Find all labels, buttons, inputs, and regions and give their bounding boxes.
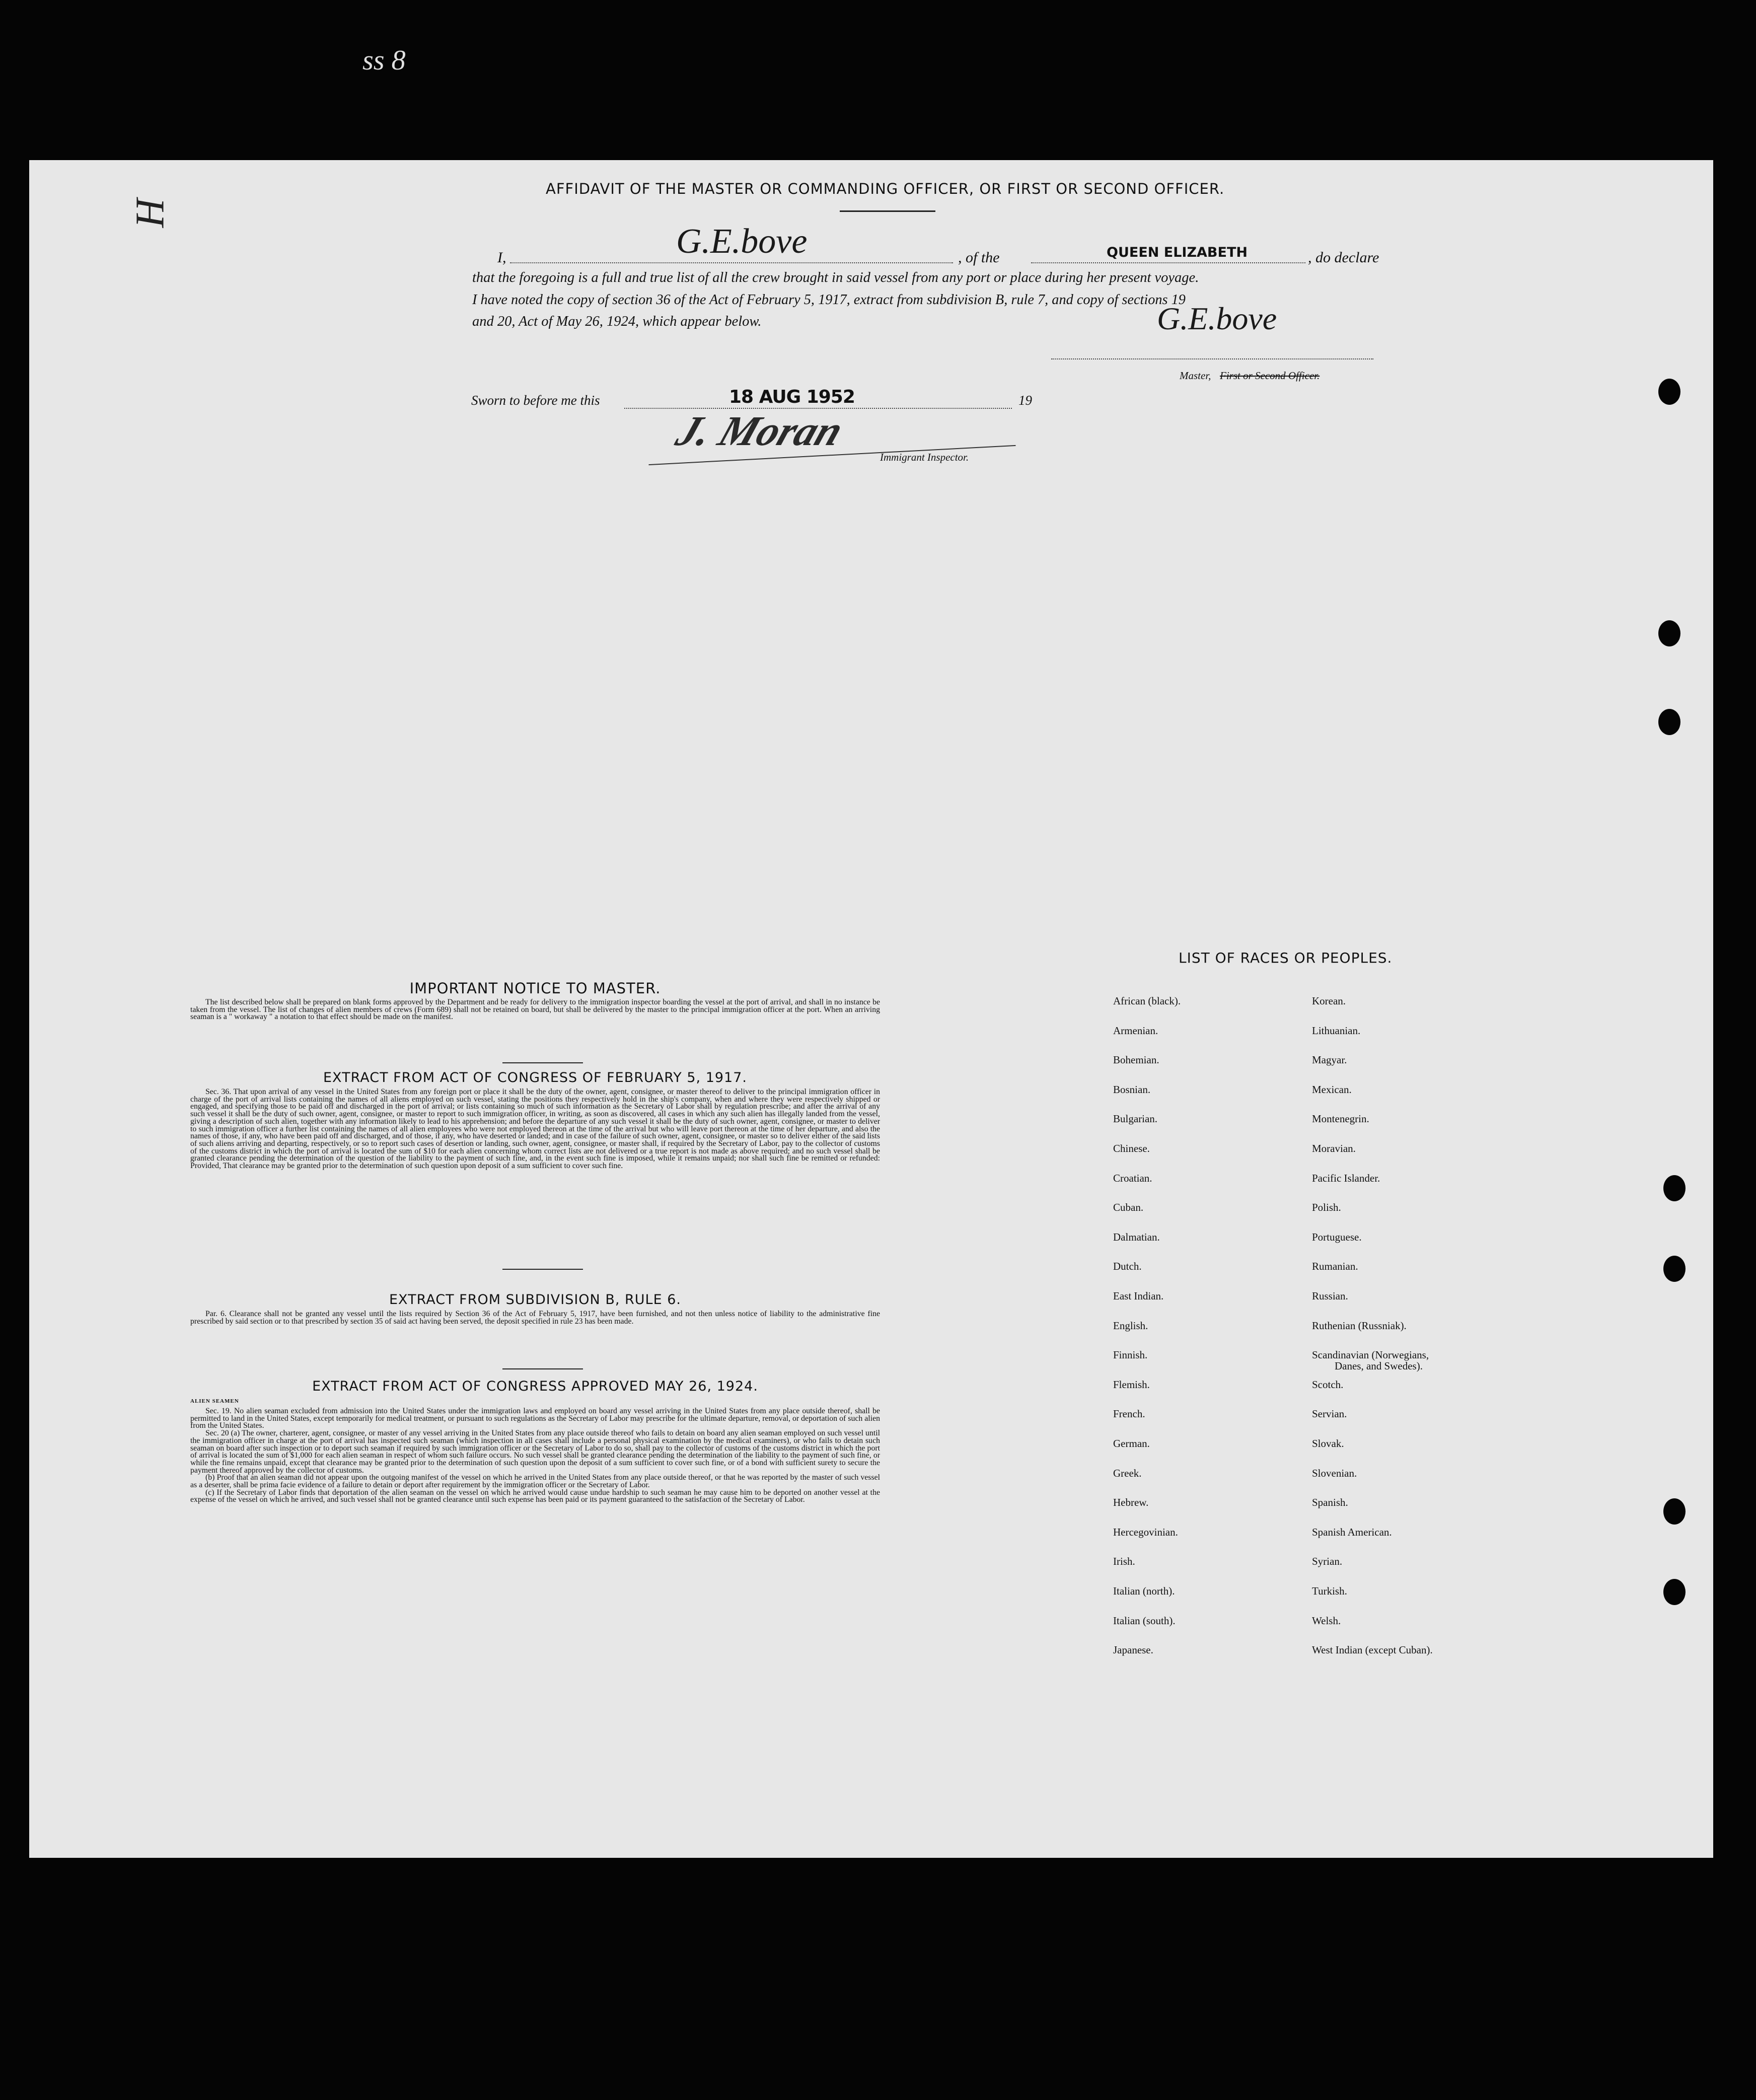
race-item: Hebrew.	[1113, 1496, 1149, 1508]
extract-rule6-text	[190, 1311, 880, 1325]
race-item: Pacific Islander.	[1312, 1172, 1380, 1184]
races-title: LIST OF RACES OR PEOPLES.	[1179, 950, 1393, 966]
sworn-year-suffix: 19	[1018, 393, 1032, 408]
race-item: Welsh.	[1312, 1615, 1341, 1627]
extract-rule6-divider	[502, 1368, 583, 1369]
binder-hole	[1658, 379, 1680, 405]
master-label-struck: First or Second Officer.	[1220, 370, 1320, 382]
extract-1924-title: EXTRACT FROM ACT OF CONGRESS APPROVED MAY 26, 1924.	[312, 1379, 758, 1394]
affidavit-title-underline	[840, 210, 935, 212]
extract-rule6-title: EXTRACT FROM SUBDIVISION B, RULE 6.	[389, 1292, 681, 1308]
binder-hole	[1663, 1175, 1686, 1201]
vessel-name-stamp: QUEEN ELIZABETH	[1107, 245, 1248, 260]
binder-hole	[1663, 1256, 1686, 1282]
sec19-paragraph: Sec. 19. No alien seaman excluded from admission into the United States under the immigration laws and employed on board any vessel arriving in the United States from any place outside thereof, shall be permitted to land in the United States, except temporarily for medical treatment, or pursuant to such regulations as the Secretary of Labor may prescribe for the ultimate departure, removal, or deportation of such alien from the United States.	[190, 1407, 880, 1430]
notice-text	[190, 999, 880, 1021]
race-item: Russian.	[1312, 1290, 1348, 1302]
vessel-name-line	[1031, 262, 1305, 263]
race-item: German.	[1113, 1437, 1150, 1450]
binder-hole	[1658, 620, 1680, 646]
affidavit-line3: I have noted the copy of section 36 of the Act of February 5, 1917, extract from subdivision B, rule 7, and copy of sections 19	[472, 292, 1186, 308]
notice-divider	[502, 1062, 583, 1063]
master-name-line	[510, 262, 953, 263]
master-signature: G.E.bove	[1157, 301, 1277, 336]
master-name-signature: G.E.bove	[676, 222, 808, 261]
extract-1917-text	[190, 1089, 880, 1170]
race-item: Finnish.	[1113, 1349, 1148, 1361]
race-item: Italian (south).	[1113, 1615, 1176, 1627]
race-item: Slovenian.	[1312, 1467, 1357, 1479]
race-item: Bulgarian.	[1113, 1113, 1158, 1125]
affidavit-do-declare: , do declare	[1308, 249, 1379, 266]
race-item-continuation: Danes, and Swedes).	[1335, 1360, 1423, 1372]
race-item: Spanish American.	[1312, 1526, 1392, 1538]
sec20a-paragraph: Sec. 20 (a) The owner, charterer, agent, consignee, or master of any vessel arriving in the United States from any place outside thereof who fails to detain on board any alien seaman employed on such vessel until the immigration officer in charge at the port of arrival has inspected such seaman (which inspection in all cases shall include a personal physical examination by the medical examiners), or who fails to detain such seaman on board after such inspection or to deport such seaman if required by such immigration officer or the Secretary of Labor to do so, shall pay to the collector of customs of the customs district in which the port of arrival is located the sum of $1,000 for each alien seaman in respect of whom such failure occurs. No such vessel shall be granted clearance pending the determination of the liability to the payment of such fine, or while the fine remains unpaid, except that clearance may be granted prior to the determination of such question upon the deposit of a sum sufficient to cover such fine, or of a bond with sufficient surety to secure the payment thereof approved by the collector of customs.	[190, 1429, 880, 1475]
master-label: Master,	[1180, 370, 1211, 382]
race-item: Korean.	[1312, 995, 1346, 1007]
sec36-paragraph: Sec. 36. That upon arrival of any vessel in the United States from any foreign port or place it shall be the duty of the owner, agent, consignee, or master thereof to deliver to the principal immigration officer in charge of the port of arrival lists containing the names of all aliens employed on such vessel, stating the positions they respectively hold in the ship's company, when and where they were respectively shipped or engaged, and specifying those to be paid off and discharged in the port of arrival; or lists containing so much of such information as the Secretary of Labor shall by regulation prescribe; and after the arrival of any such vessel it shall be the duty of such owner, agent, consignee, or master to report to such immigration officer, in writing, as soon as discovered, all cases in which any such alien has illegally landed from the vessel, giving a description of such alien, together with any information likely to lead to his apprehension; and before the departure of any such vessel it shall be the duty of such owner, agent, consignee, or master to deliver to such immigration officer a further list containing the names of all alien employees who were not employed thereon at the time of the arrival but who will leave port thereon at the time of her departure, and also the names of those, if any, who have been paid off and discharged, and of those, if any, who have deserted or landed; and in case of the failure of such owner, agent, consignee, or master so to deliver either of the said lists of such aliens arriving and departing, respectively, or so to report such cases of desertion or landing, such owner, agent, consignee, or master shall, if required by the Secretary of Labor, pay to the collector of customs of the customs district in which the port of arrival is located the sum of $10 for each alien concerning whom correct lists are not delivered or a true report is not made as above required; and no such vessel shall be granted clearance pending the determination of the question of the liability to the payment of such fine, and, in the event such fine is imposed, while it remains unpaid; nor shall such fine be remitted or refunded: Provided, That clearance may be granted prior to the determination of such question upon deposit of a sum sufficient to cover such fine.	[190, 1088, 880, 1171]
race-item: Ruthenian (Russniak).	[1312, 1320, 1407, 1332]
race-item: Bosnian.	[1113, 1083, 1151, 1096]
race-item: Greek.	[1113, 1467, 1142, 1479]
affidavit-line4: and 20, Act of May 26, 1924, which appear below.	[472, 314, 762, 329]
race-item: French.	[1113, 1408, 1145, 1420]
alien-seamen-subtitle: ALIEN SEAMEN	[190, 1398, 239, 1404]
race-item: Polish.	[1312, 1201, 1341, 1213]
sworn-date-stamp: 18 AUG 1952	[729, 387, 855, 407]
race-item: English.	[1113, 1320, 1148, 1332]
race-item: Turkish.	[1312, 1585, 1347, 1597]
race-item: Rumanian.	[1312, 1260, 1358, 1272]
race-item: Spanish.	[1312, 1496, 1348, 1508]
affidavit-of-the: , of the	[958, 249, 1000, 266]
notice-paragraph: The list described below shall be prepared on blank forms approved by the Department and be ready for delivery to the immigration inspector boarding the vessel at the port of arrival, and shall in no instance be taken from the vessel. The list of changes of alien members of crews (Form 689) shall not be retained on board, but shall be delivered by the master to the principal immigration officer at the port. When an arriving seaman is a " workaway " a notation to that effect should be made on the manifest.	[190, 998, 880, 1022]
sec20b-paragraph: (b) Proof that an alien seaman did not appear upon the outgoing manifest of the vessel on which he arrived in the United States from any place outside thereof, or that he was reported by the master of such vessel as a deserter, shall be prima facie evidence of a failure to detain or deport after requirement by the immigration officer or the Secretary of Labor.	[190, 1473, 880, 1490]
sec20c-paragraph: (c) If the Secretary of Labor finds that deportation of the alien seaman on the vessel on which he arrived would cause undue hardship to such seaman he may cause him to be deported on another vessel at the expense of the vessel on which he arrived, and such vessel shall not be granted clearance until such expense has been paid or its payment guaranteed to the satisfaction of the Secretary of Labor.	[190, 1488, 880, 1504]
race-item: Croatian.	[1113, 1172, 1152, 1184]
race-item: Bohemian.	[1113, 1054, 1159, 1066]
extract-1917-divider	[502, 1269, 583, 1270]
race-item: Montenegrin.	[1312, 1113, 1369, 1125]
corner-handwritten-mark: H	[128, 198, 173, 228]
race-item: Scandinavian (Norwegians,	[1312, 1349, 1429, 1361]
affidavit-line1-prefix: I,	[497, 249, 506, 266]
race-item: Syrian.	[1312, 1555, 1343, 1567]
inspector-label: Immigrant Inspector.	[880, 451, 969, 463]
affidavit-title: AFFIDAVIT OF THE MASTER OR COMMANDING OFFICER, OR FIRST OR SECOND OFFICER.	[546, 180, 1225, 197]
race-item: African (black).	[1113, 995, 1181, 1007]
binder-hole	[1658, 709, 1680, 735]
affidavit-line2: that the foregoing is a full and true list of all the crew brought in said vessel from any port or place during her present voyage.	[472, 270, 1199, 285]
race-item: Chinese.	[1113, 1142, 1150, 1154]
rule6-paragraph: Par. 6. Clearance shall not be granted any vessel until the lists required by Section 36 of the Act of February 5, 1917, have been furnished, and not then unless notice of liability to the administrative fine prescribed by said section or to that prescribed by section 35 of said act having been served, the deposit specified in rule 23 has been made.	[190, 1310, 880, 1326]
document-page	[29, 160, 1713, 1858]
notice-title: IMPORTANT NOTICE TO MASTER.	[409, 980, 661, 997]
race-item: Hercegovinian.	[1113, 1526, 1178, 1538]
extract-1924-text	[190, 1408, 880, 1504]
race-item: East Indian.	[1113, 1290, 1164, 1302]
race-item: Japanese.	[1113, 1644, 1153, 1656]
race-item: Portuguese.	[1312, 1231, 1362, 1243]
race-item: Scotch.	[1312, 1379, 1344, 1391]
race-item: Dutch.	[1113, 1260, 1142, 1272]
race-item: Servian.	[1312, 1408, 1347, 1420]
race-item: Dalmatian.	[1113, 1231, 1160, 1243]
master-signature-line	[1051, 358, 1373, 359]
binder-hole	[1663, 1498, 1686, 1525]
extract-1917-title: EXTRACT FROM ACT OF CONGRESS OF FEBRUARY 5, 1917.	[323, 1070, 747, 1085]
race-item: Armenian.	[1113, 1025, 1158, 1037]
inspector-signature: J. Moran	[670, 408, 850, 455]
sworn-prefix: Sworn to before me this	[471, 393, 600, 408]
race-item: Slovak.	[1312, 1437, 1344, 1450]
race-item: Magyar.	[1312, 1054, 1347, 1066]
race-item: Lithuanian.	[1312, 1025, 1361, 1037]
race-item: West Indian (except Cuban).	[1312, 1644, 1433, 1656]
top-left-margin-mark: ss 8	[362, 45, 406, 76]
binder-hole	[1663, 1579, 1686, 1605]
race-item: Moravian.	[1312, 1142, 1356, 1154]
race-item: Irish.	[1113, 1555, 1135, 1567]
race-item: Mexican.	[1312, 1083, 1352, 1096]
race-item: Italian (north).	[1113, 1585, 1175, 1597]
race-item: Flemish.	[1113, 1379, 1150, 1391]
race-item: Cuban.	[1113, 1201, 1144, 1213]
